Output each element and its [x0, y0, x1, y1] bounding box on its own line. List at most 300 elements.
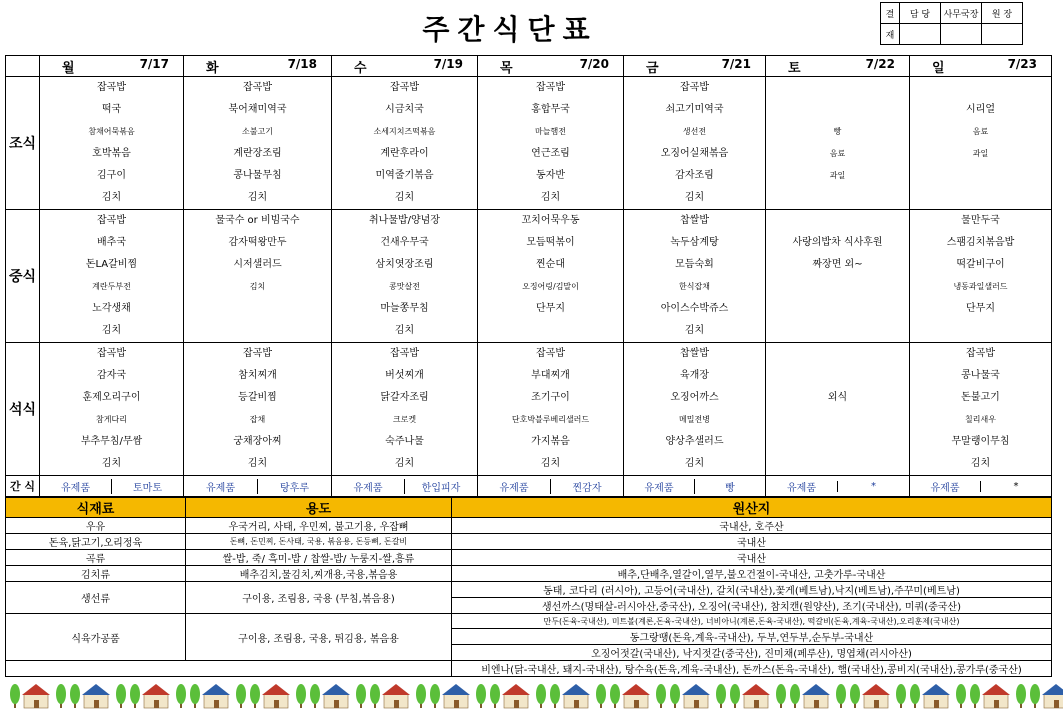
origin-material: 김치류 — [6, 566, 186, 582]
menu-item: 꼬치어묵우동 — [521, 215, 580, 226]
menu-item: 등갈비찜 — [238, 392, 277, 403]
day-header — [766, 56, 910, 77]
menu-item: 부대찌개 — [531, 370, 570, 381]
menu-item: 빵 — [833, 127, 842, 136]
menu-item: 김치 — [101, 325, 122, 336]
origin-row — [6, 550, 1052, 566]
menu-item: 김치 — [684, 325, 705, 336]
tree-icon — [296, 684, 306, 704]
origin-use: 구이용, 조림용, 국용 (무침,볶음용) — [186, 582, 452, 614]
menu-cell — [332, 210, 478, 343]
origin-material: 곡류 — [6, 550, 186, 566]
tree-icon — [610, 684, 620, 704]
day-name: 화 — [206, 60, 219, 76]
snack-item: * — [837, 481, 909, 492]
menu-item — [910, 165, 1051, 187]
house-icon — [262, 684, 290, 695]
menu-item: 소세지치즈떡볶음 — [373, 127, 436, 136]
menu-item: 궁채장아찌 — [233, 436, 282, 447]
approval-label: 결 — [881, 3, 900, 24]
menu-item: 단무지 — [966, 303, 995, 314]
house-icon — [742, 684, 770, 695]
menu-item: 김치 — [101, 192, 122, 203]
house-icon — [442, 684, 470, 695]
menu-item: 감자떡왕만두 — [228, 237, 287, 248]
house-door — [634, 700, 639, 708]
tree-icon — [56, 684, 66, 704]
menu-item: 음료 — [972, 127, 989, 136]
menu-cell — [766, 77, 910, 210]
origin-country: 국내산, 호주산 — [452, 518, 1052, 534]
tree-icon — [490, 684, 500, 704]
menu-item — [766, 187, 909, 209]
origin-use: 돈뼈, 돈민찌, 돈사태, 국용, 볶음용, 돈등뼈, 돈갈비 — [186, 534, 452, 550]
origin-country: 배추,단배추,열갈이,열무,불오건절이-국내산, 고춧가루-국내산 — [452, 566, 1052, 582]
menu-item — [766, 409, 909, 431]
meal-label: 중식 — [6, 210, 40, 343]
menu-item: 김치 — [101, 458, 122, 469]
menu-item: 짜장면 외~ — [812, 259, 863, 270]
menu-item: 감자조림 — [675, 170, 714, 181]
approval-box — [880, 2, 1023, 45]
origin-country: 만두(돈육-국내산), 미트볼(계론,돈육-국내산), 너비아니(계론,돈육-국내산), 떡갈비(돈육,계육-국내산),오리훈제(국내산) — [452, 614, 1052, 629]
origin-row — [6, 534, 1052, 550]
menu-item: 소불고기 — [242, 127, 273, 136]
house-door — [34, 700, 39, 708]
menu-cell — [478, 77, 624, 210]
house-icon — [862, 684, 890, 695]
house-door — [154, 700, 159, 708]
house-door — [394, 700, 399, 708]
day-name: 수 — [354, 60, 367, 76]
menu-cell — [478, 343, 624, 476]
menu-item: 북어채미역국 — [228, 104, 287, 115]
snack-cell — [332, 476, 478, 497]
menu-item — [766, 77, 909, 99]
house-icon — [22, 684, 50, 695]
tree-icon — [850, 684, 860, 704]
menu-item — [910, 77, 1051, 99]
menu-item: 삼치엿장조림 — [375, 259, 434, 270]
menu-item: 연근조림 — [531, 148, 570, 159]
menu-item: 참게다리 — [96, 415, 127, 424]
menu-item: 잡곡밥 — [97, 348, 126, 359]
origin-header: 원산지 — [452, 498, 1052, 518]
menu-item: 찐순대 — [536, 259, 565, 270]
menu-item: 녹두삼계탕 — [670, 237, 719, 248]
menu-item — [478, 320, 623, 342]
menu-cell — [184, 77, 332, 210]
house-door — [1054, 700, 1059, 708]
menu-item: 가지볶음 — [531, 436, 570, 447]
menu-item: 참채어묵볶음 — [88, 127, 135, 136]
menu-cell — [332, 343, 478, 476]
menu-cell — [910, 210, 1052, 343]
tree-icon — [190, 684, 200, 704]
menu-item: 건새우무국 — [380, 237, 429, 248]
snack-item: 유제품 — [930, 482, 960, 494]
origin-header: 용도 — [186, 498, 452, 518]
house-door — [274, 700, 279, 708]
menu-item: 떡국 — [101, 104, 122, 115]
house-icon — [922, 684, 950, 695]
menu-item: 시금치국 — [385, 104, 424, 115]
tree-icon — [596, 684, 606, 704]
house-door — [934, 700, 939, 708]
menu-item: 동자반 — [536, 170, 565, 181]
origin-table — [5, 497, 1052, 677]
menu-item — [184, 320, 331, 342]
menu-item: 과일 — [972, 149, 989, 158]
menu-item: 메밀전병 — [679, 415, 710, 424]
menu-cell — [624, 77, 766, 210]
tree-icon — [1030, 684, 1040, 704]
menu-item: 홍합무국 — [531, 104, 570, 115]
house-icon — [1042, 684, 1063, 695]
tree-icon — [10, 684, 20, 704]
menu-item: 시저샐러드 — [233, 259, 282, 270]
tree-icon — [776, 684, 786, 704]
day-name: 일 — [932, 60, 945, 76]
tree-icon — [370, 684, 380, 704]
menu-item: 모듬떡볶이 — [526, 237, 575, 248]
tree-icon — [116, 684, 126, 704]
menu-item: 숙주나물 — [385, 436, 424, 447]
menu-item: 크로켓 — [392, 415, 417, 424]
tree-icon — [836, 684, 846, 704]
menu-item: 잡곡밥 — [390, 82, 419, 93]
day-name: 토 — [788, 60, 801, 76]
menu-item: 찹쌀밥 — [680, 348, 709, 359]
menu-item — [766, 210, 909, 232]
origin-country: 생선까스(명태살-러시아산,중국산), 오징어(국내산), 참치캔(원양산), 조기(국내산), 미쿼(중국산) — [452, 598, 1052, 614]
menu-item — [910, 187, 1051, 209]
menu-item: 노각생채 — [92, 303, 131, 314]
menu-item — [766, 343, 909, 365]
menu-item: 잡채 — [249, 415, 266, 424]
origin-use: 우국거리, 사태, 우민찌, 불고기용, 우잡뼈 — [186, 518, 452, 534]
menu-cell — [910, 77, 1052, 210]
house-door — [814, 700, 819, 708]
menu-item: 계란후라이 — [380, 148, 429, 159]
menu-item: 육개장 — [680, 370, 709, 381]
snack-item: 찐감자 — [550, 479, 623, 494]
menu-cell — [624, 210, 766, 343]
village-decoration — [0, 672, 1063, 714]
menu-item: 사랑의밥차 식사후원 — [792, 237, 883, 248]
menu-item: 잡곡밥 — [390, 348, 419, 359]
snack-item: 유제품 — [353, 482, 383, 494]
snack-item: 유제품 — [644, 482, 674, 494]
day-name: 금 — [646, 60, 659, 76]
menu-item: 음료 — [829, 149, 846, 158]
menu-item: 단무지 — [536, 303, 565, 314]
menu-item: 계란장조림 — [233, 148, 282, 159]
menu-item: 마늘쫑무침 — [380, 303, 429, 314]
menu-item: 잡곡밥 — [97, 215, 126, 226]
menu-item — [910, 320, 1051, 342]
menu-item: 김치 — [970, 458, 991, 469]
day-header — [910, 56, 1052, 77]
origin-header: 식재료 — [6, 498, 186, 518]
menu-item: 찹쌀밥 — [680, 215, 709, 226]
approval-label: 재 — [881, 24, 900, 45]
house-icon — [622, 684, 650, 695]
menu-item: 생선전 — [682, 127, 707, 136]
menu-item: 호박볶음 — [92, 148, 131, 159]
menu-item: 김치 — [540, 192, 561, 203]
day-header — [478, 56, 624, 77]
menu-item: 콩나물무침 — [233, 170, 282, 181]
origin-country: 비엔나(닭-국내산, 돼지-국내산), 탕수육(돈육,계육-국내산), 돈까스(돈육-국내산), 햄(국내산),콩비지(국내산),콩가루(중국산) — [452, 661, 1052, 677]
menu-item: 외식 — [827, 392, 848, 403]
tree-icon — [130, 684, 140, 704]
origin-use: 배추김치,물김치,찌개용,국용,볶음용 — [186, 566, 452, 582]
tree-icon — [970, 684, 980, 704]
day-header — [624, 56, 766, 77]
snack-cell — [624, 476, 766, 497]
meal-row — [6, 343, 1052, 476]
snack-label: 간 식 — [6, 476, 40, 497]
meal-row — [6, 210, 1052, 343]
menu-item: 잡곡밥 — [536, 82, 565, 93]
menu-cell — [624, 343, 766, 476]
snack-item: 탕후루 — [257, 479, 331, 494]
menu-item: 김치 — [684, 192, 705, 203]
origin-country: 오징어젓갈(국내산), 낙지젓갈(중국산), 진미채(페루산), 명엽채(러시아산) — [452, 645, 1052, 661]
house-wall — [1044, 694, 1063, 708]
origin-row — [6, 614, 1052, 629]
house-icon — [502, 684, 530, 695]
tree-icon — [356, 684, 366, 704]
menu-cell — [40, 210, 184, 343]
menu-item: 감자국 — [97, 370, 126, 381]
tree-icon — [670, 684, 680, 704]
menu-item: 물만두국 — [961, 215, 1000, 226]
menu-item: 오징어실채볶음 — [660, 148, 729, 159]
tree-icon — [536, 684, 546, 704]
snack-cell — [910, 476, 1052, 497]
menu-item: 콩나물국 — [961, 370, 1000, 381]
menu-item: 오징어까스 — [670, 392, 719, 403]
day-date: 7/23 — [1007, 56, 1037, 71]
snack-cell — [766, 476, 910, 497]
menu-cell — [184, 210, 332, 343]
menu-item: 김치 — [247, 458, 268, 469]
house-door — [574, 700, 579, 708]
menu-item: 김치 — [394, 458, 415, 469]
house-door — [454, 700, 459, 708]
origin-material: 우유 — [6, 518, 186, 534]
snack-cell — [40, 476, 184, 497]
menu-item: 배추국 — [97, 237, 126, 248]
day-name: 목 — [500, 60, 513, 76]
approval-col: 원 장 — [982, 3, 1023, 24]
snack-item: 유제품 — [206, 482, 235, 494]
menu-item: 잡곡밥 — [243, 82, 272, 93]
snack-row — [6, 476, 1052, 497]
origin-country: 국내산 — [452, 534, 1052, 550]
tree-icon — [730, 684, 740, 704]
menu-item — [184, 298, 331, 320]
approval-col: 사무국장 — [941, 3, 982, 24]
snack-item: 한입피자 — [404, 479, 477, 494]
menu-item: 돈LA갈비찜 — [85, 259, 138, 270]
menu-item: 미역줄기볶음 — [375, 170, 434, 181]
tree-icon — [476, 684, 486, 704]
menu-item: 김구이 — [97, 170, 126, 181]
day-header-row — [6, 56, 1052, 77]
origin-row — [6, 566, 1052, 582]
menu-item: 취나물밥/양념장 — [369, 215, 440, 226]
menu-item: 잡곡밥 — [243, 348, 272, 359]
menu-item: 콩맛살전 — [389, 282, 420, 291]
menu-item: 잡곡밥 — [536, 348, 565, 359]
tree-icon — [550, 684, 560, 704]
menu-item: 김치 — [249, 282, 266, 291]
menu-item: 모듬숙회 — [675, 259, 714, 270]
day-date: 7/18 — [287, 56, 317, 71]
menu-item: 오징어링/김말이 — [522, 282, 579, 291]
menu-cell — [40, 77, 184, 210]
origin-use: 쌀-밥, 죽/ 흑미-밥 / 찹쌀-밥/ 누룽지-쌀,흥류 — [186, 550, 452, 566]
origin-row — [6, 582, 1052, 598]
tree-icon — [910, 684, 920, 704]
house-door — [874, 700, 879, 708]
snack-item: 빵 — [694, 479, 765, 494]
day-date: 7/22 — [865, 56, 895, 71]
menu-item: 칠리새우 — [965, 415, 996, 424]
menu-item: 떡갈비구이 — [956, 259, 1005, 270]
menu-item — [766, 453, 909, 475]
origin-country: 동그랑땡(돈육,계육-국내산), 두부,연두부,순두부-국내산 — [452, 629, 1052, 645]
meal-label: 석식 — [6, 343, 40, 476]
tree-icon — [236, 684, 246, 704]
tree-icon — [896, 684, 906, 704]
house-door — [754, 700, 759, 708]
page-title: 주간식단표 — [422, 13, 598, 46]
snack-item: 토마토 — [111, 479, 183, 494]
menu-item: 김치 — [394, 192, 415, 203]
origin-country: 동태, 코다리 (러시아), 고등어(국내산), 갈치(국내산),꽃게(베트남),낙지(베트남),주꾸미(베트남) — [452, 582, 1052, 598]
menu-item: 마늘햄전 — [535, 127, 566, 136]
menu-item: 양상추샐러드 — [665, 436, 724, 447]
menu-item: 닭갈자조림 — [380, 392, 429, 403]
house-icon — [802, 684, 830, 695]
day-header — [40, 56, 184, 77]
menu-item — [766, 431, 909, 453]
menu-item: 물국수 or 비빔국수 — [215, 215, 300, 226]
menu-cell — [332, 77, 478, 210]
house-icon — [82, 684, 110, 695]
house-icon — [322, 684, 350, 695]
menu-item: 잡곡밥 — [97, 82, 126, 93]
menu-item: 김치 — [247, 192, 268, 203]
house-icon — [202, 684, 230, 695]
menu-cell — [910, 343, 1052, 476]
menu-item: 시리얼 — [966, 104, 995, 115]
menu-item: 조기구이 — [531, 392, 570, 403]
menu-item: 쇠고기미역국 — [665, 104, 724, 115]
snack-item: * — [980, 481, 1051, 492]
origin-row — [6, 518, 1052, 534]
meal-label: 조식 — [6, 77, 40, 210]
tree-icon — [956, 684, 966, 704]
day-name: 월 — [62, 60, 75, 76]
tree-icon — [430, 684, 440, 704]
menu-item: 과일 — [829, 171, 846, 180]
snack-cell — [184, 476, 332, 497]
tree-icon — [250, 684, 260, 704]
tree-icon — [416, 684, 426, 704]
tree-icon — [70, 684, 80, 704]
origin-country: 국내산 — [452, 550, 1052, 566]
menu-item: 돈불고기 — [961, 392, 1000, 403]
menu-item — [766, 298, 909, 320]
menu-item: 부추무침/무쌈 — [80, 436, 143, 447]
tree-icon — [790, 684, 800, 704]
day-date: 7/19 — [433, 56, 463, 71]
menu-item — [766, 365, 909, 387]
house-icon — [682, 684, 710, 695]
snack-item: 유제품 — [787, 482, 816, 494]
approval-col: 담 당 — [900, 3, 941, 24]
day-header — [184, 56, 332, 77]
menu-item — [766, 276, 909, 298]
menu-item: 계란두부전 — [92, 282, 131, 291]
house-icon — [982, 684, 1010, 695]
weekly-menu-table — [5, 55, 1052, 497]
menu-cell — [766, 210, 910, 343]
house-door — [694, 700, 699, 708]
day-header — [332, 56, 478, 77]
menu-item: 김치 — [684, 458, 705, 469]
menu-item — [766, 320, 909, 342]
menu-item: 한식잡채 — [679, 282, 710, 291]
menu-item: 김치 — [540, 458, 561, 469]
menu-item: 스팸김치볶음밥 — [946, 237, 1015, 248]
house-door — [514, 700, 519, 708]
house-door — [94, 700, 99, 708]
origin-material: 식육가공품 — [6, 614, 186, 661]
house-door — [994, 700, 999, 708]
tree-icon — [716, 684, 726, 704]
menu-cell — [40, 343, 184, 476]
menu-item: 잡곡밥 — [680, 82, 709, 93]
tree-icon — [310, 684, 320, 704]
snack-item: 유제품 — [61, 482, 90, 494]
menu-item: 훈제오리구이 — [82, 392, 141, 403]
house-door — [334, 700, 339, 708]
tree-icon — [176, 684, 186, 704]
snack-cell — [478, 476, 624, 497]
menu-cell — [766, 343, 910, 476]
house-icon — [142, 684, 170, 695]
house-icon — [382, 684, 410, 695]
menu-item — [766, 99, 909, 121]
house-icon — [562, 684, 590, 695]
tree-icon — [1016, 684, 1026, 704]
menu-cell — [478, 210, 624, 343]
day-date: 7/17 — [139, 56, 169, 71]
menu-item: 참치찌개 — [238, 370, 277, 381]
menu-item: 단호박블루베리샐러드 — [511, 415, 590, 424]
menu-item: 아이스수박쥬스 — [660, 303, 729, 314]
origin-material: 생선류 — [6, 582, 186, 614]
menu-item: 냉동과일샐러드 — [953, 282, 1008, 291]
day-date: 7/20 — [579, 56, 609, 71]
day-date: 7/21 — [721, 56, 751, 71]
